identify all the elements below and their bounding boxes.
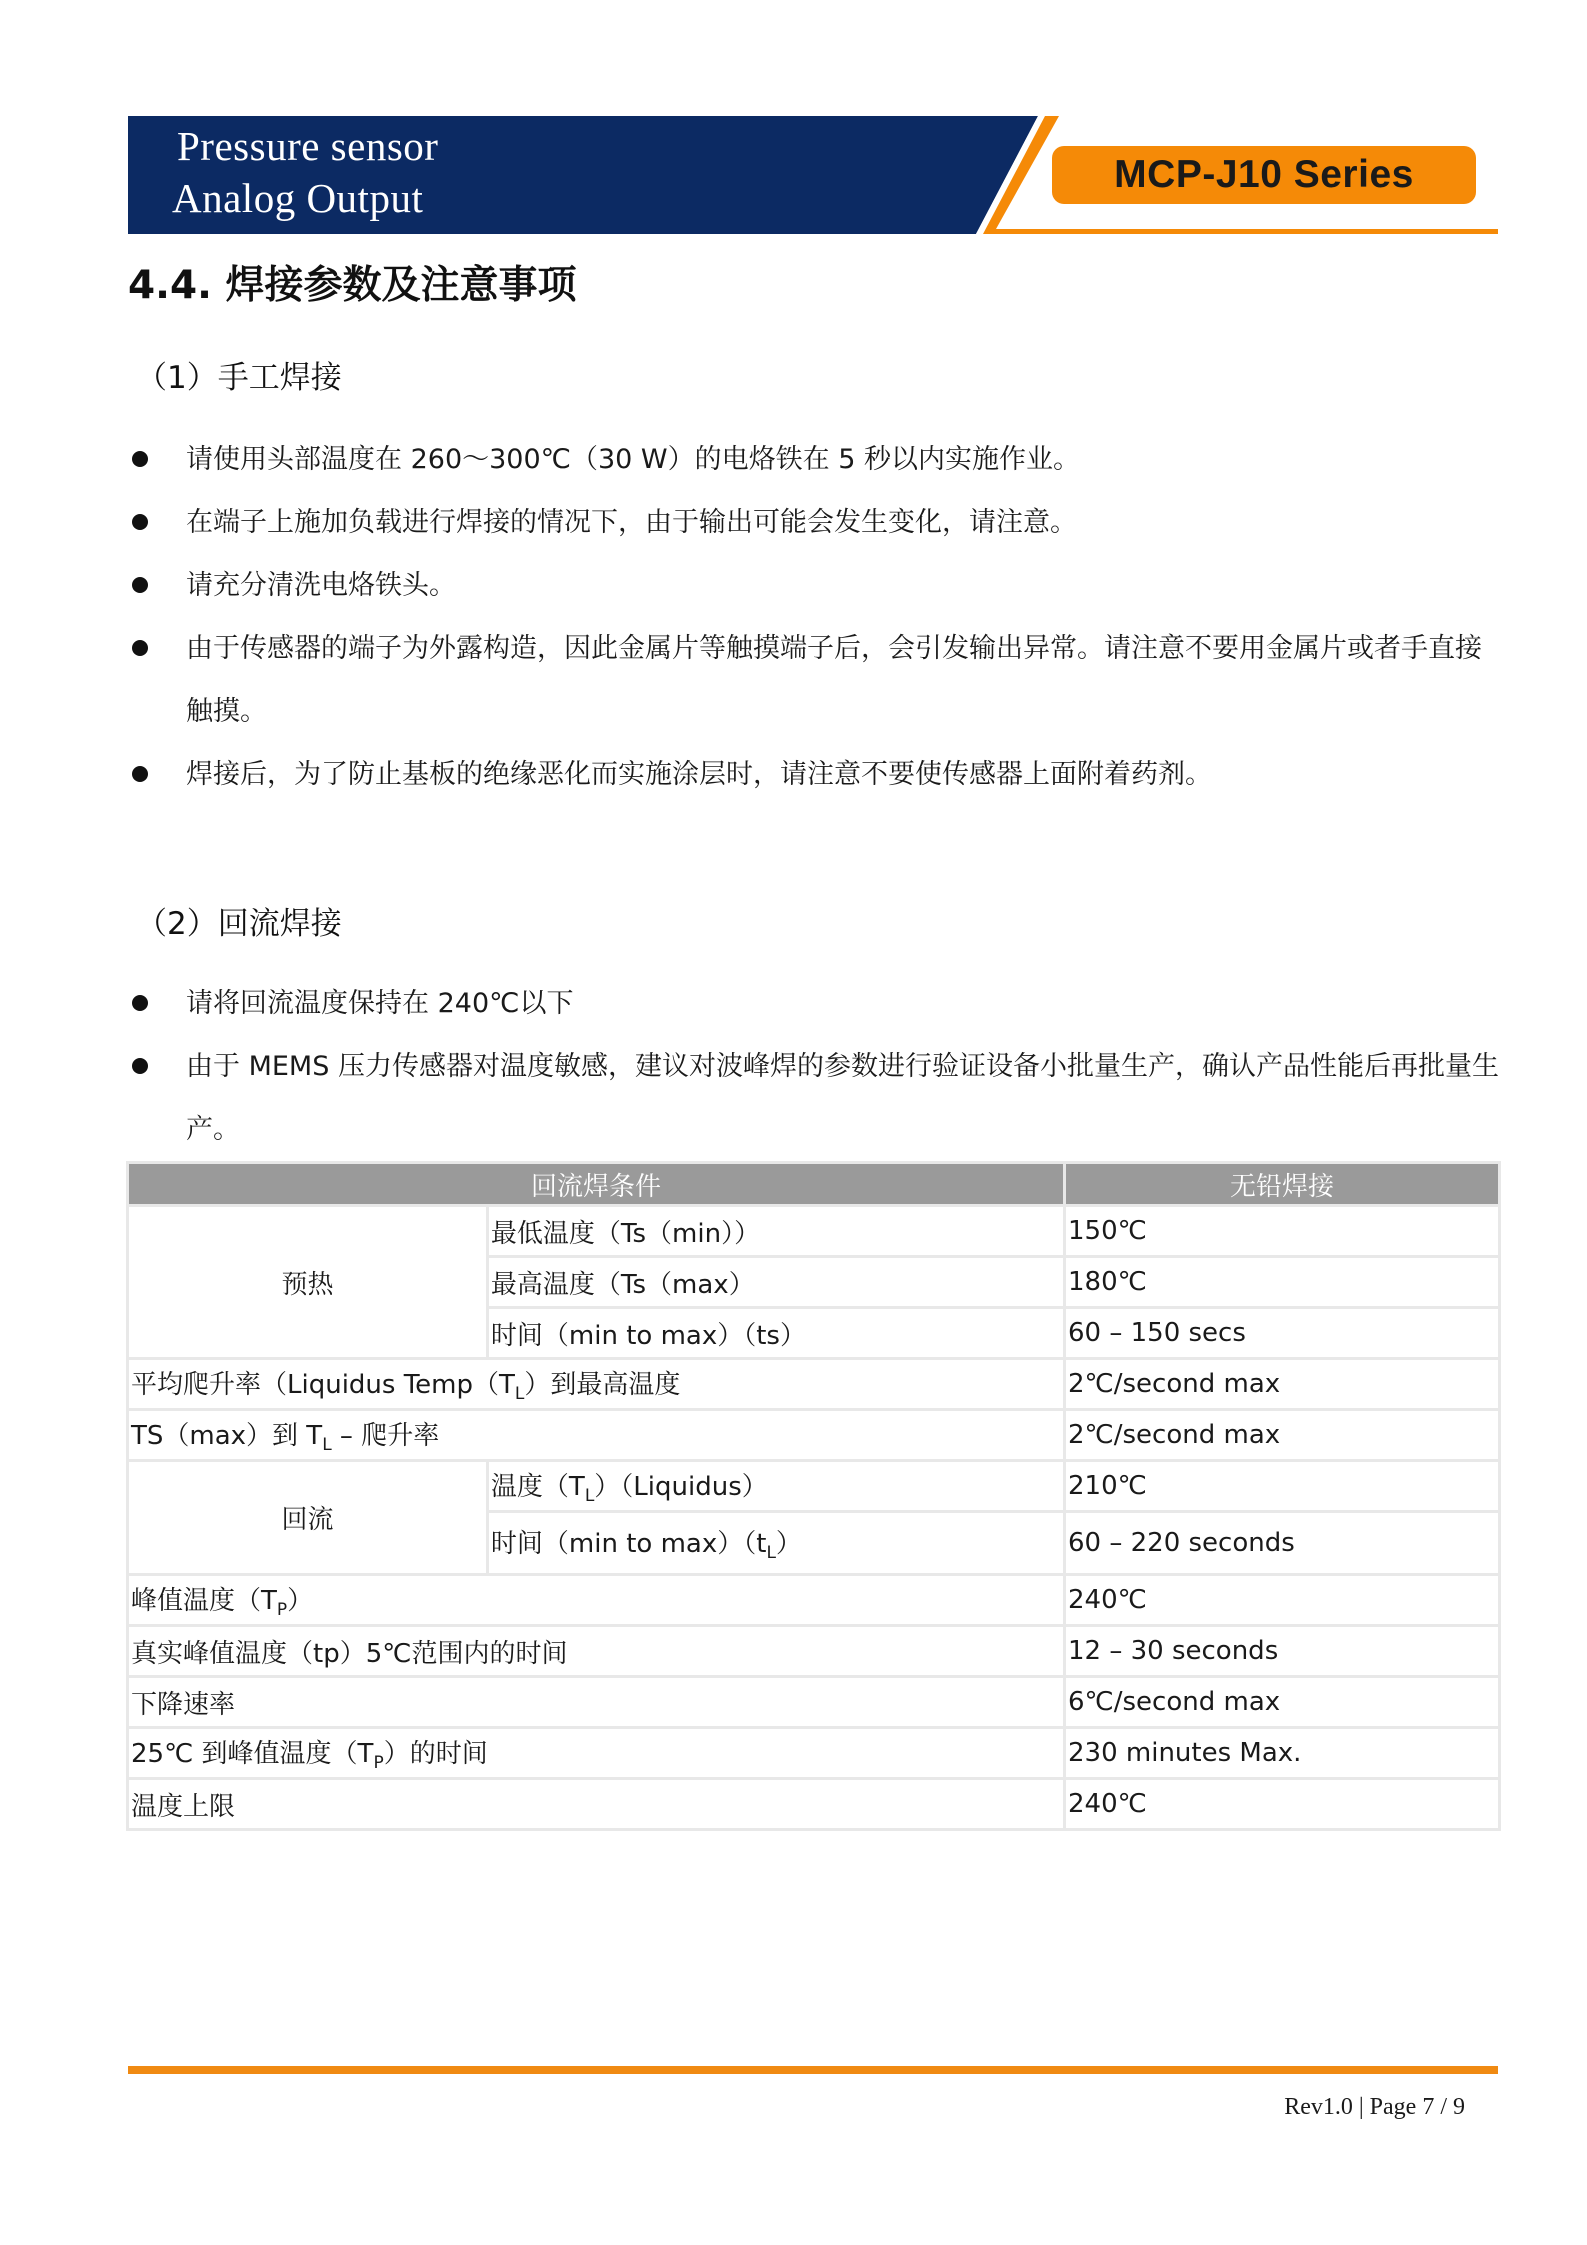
table-cell: 2℃/second max [1066, 1411, 1498, 1459]
footer-divider [128, 2066, 1498, 2074]
table-row [129, 1207, 1498, 1255]
table-cell: 真实峰值温度（tp）5℃范围内的时间 [129, 1627, 1063, 1675]
table-cell: 时间（min to max）（ts） [489, 1309, 1063, 1357]
table-row [129, 1780, 1498, 1828]
table-cell: 温度$(T_L)(Liquidus)$ [489, 1462, 1063, 1510]
header-title-line1: Pressure sensor [177, 123, 439, 169]
bullet-icon [132, 577, 148, 593]
list-item: 请将回流温度保持在 240℃以下 [128, 972, 1500, 1035]
table-cell: 温度上限 [129, 1780, 1063, 1828]
table-cell: 60 – 150 secs [1066, 1309, 1498, 1357]
bullet-icon [132, 766, 148, 782]
table-cell: 峰值温度$(T_P)$ [129, 1576, 1063, 1624]
header-banner [128, 116, 1498, 236]
series-badge: MCP-J10 Series [1052, 146, 1476, 204]
bullet-icon [132, 514, 148, 530]
bullet-icon [132, 995, 148, 1011]
reflow-bullet-list [128, 972, 1500, 1161]
table-cell: 下降速率 [129, 1678, 1063, 1726]
list-item: 请充分清洗电烙铁头。 [128, 554, 1500, 617]
table-row [129, 1678, 1498, 1726]
table-cell: 时间（min to $\max)(t_L)$ [489, 1513, 1063, 1573]
table-cell: 150℃ [1066, 1207, 1498, 1255]
table-cell: 最高温度（Ts（max） [489, 1258, 1063, 1306]
manual-soldering-title: （1）手工焊接 [136, 360, 342, 396]
table-row [129, 1576, 1498, 1624]
table-cell: TS（max）到 $T_L$ – 爬升率 [129, 1411, 1063, 1459]
table-row [129, 1729, 1498, 1777]
header-title-line2: Analog Output [172, 175, 424, 221]
table-header-leadfree: 无铅焊接 [1066, 1164, 1498, 1204]
reflow-soldering-title: （2）回流焊接 [136, 906, 342, 942]
table-cell: 6℃/second max [1066, 1678, 1498, 1726]
table-cell: 210℃ [1066, 1462, 1498, 1510]
list-item: 焊接后，为了防止基板的绝缘恶化而实施涂层时，请注意不要使传感器上面附着药剂。 [128, 743, 1500, 806]
list-item: 由于 MEMS 压力传感器对温度敏感，建议对波峰焊的参数进行验证设备小批量生产，确认产品性能后再批量生产。 [128, 1035, 1500, 1161]
table-row [129, 1360, 1498, 1408]
reflow-conditions-table [126, 1161, 1501, 1831]
table-row [129, 1462, 1498, 1510]
page-footer: Rev1.0 | Page 7 / 9 [1284, 2094, 1465, 2120]
list-item: 请使用头部温度在 260～300℃（30 W）的电烙铁在 5 秒以内实施作业。 [128, 428, 1500, 491]
table-cell: 180℃ [1066, 1258, 1498, 1306]
bullet-icon [132, 640, 148, 656]
bullet-icon [132, 1058, 148, 1074]
table-cell: 230 minutes Max. [1066, 1729, 1498, 1777]
table-cell: 平均爬升率（Liquidus $Temp(T_L)$到最高温度 [129, 1360, 1063, 1408]
table-cell: 2℃/second max [1066, 1360, 1498, 1408]
preheat-label: 预热 [129, 1207, 486, 1357]
table-cell: 最低温度（Ts（min）） [489, 1207, 1063, 1255]
list-item: 由于传感器的端子为外露构造，因此金属片等触摸端子后，会引发输出异常。请注意不要用金属片或者手直接触摸。 [128, 617, 1500, 743]
table-cell: 240℃ [1066, 1780, 1498, 1828]
section-title: 4.4. 焊接参数及注意事项 [128, 263, 577, 308]
table-cell: 12 – 30 seconds [1066, 1627, 1498, 1675]
table-row [129, 1411, 1498, 1459]
table-row [129, 1627, 1498, 1675]
manual-bullet-list [128, 428, 1500, 806]
reflow-label: 回流 [129, 1462, 486, 1573]
table-header-row [129, 1164, 1498, 1204]
table-cell: 240℃ [1066, 1576, 1498, 1624]
table-cell: 60 – 220 seconds [1066, 1513, 1498, 1573]
list-item: 在端子上施加负载进行焊接的情况下，由于输出可能会发生变化，请注意。 [128, 491, 1500, 554]
table-header-condition: 回流焊条件 [129, 1164, 1063, 1204]
bullet-icon [132, 451, 148, 467]
table-cell: 25℃ 到峰值温度$(T_P)$的时间 [129, 1729, 1063, 1777]
